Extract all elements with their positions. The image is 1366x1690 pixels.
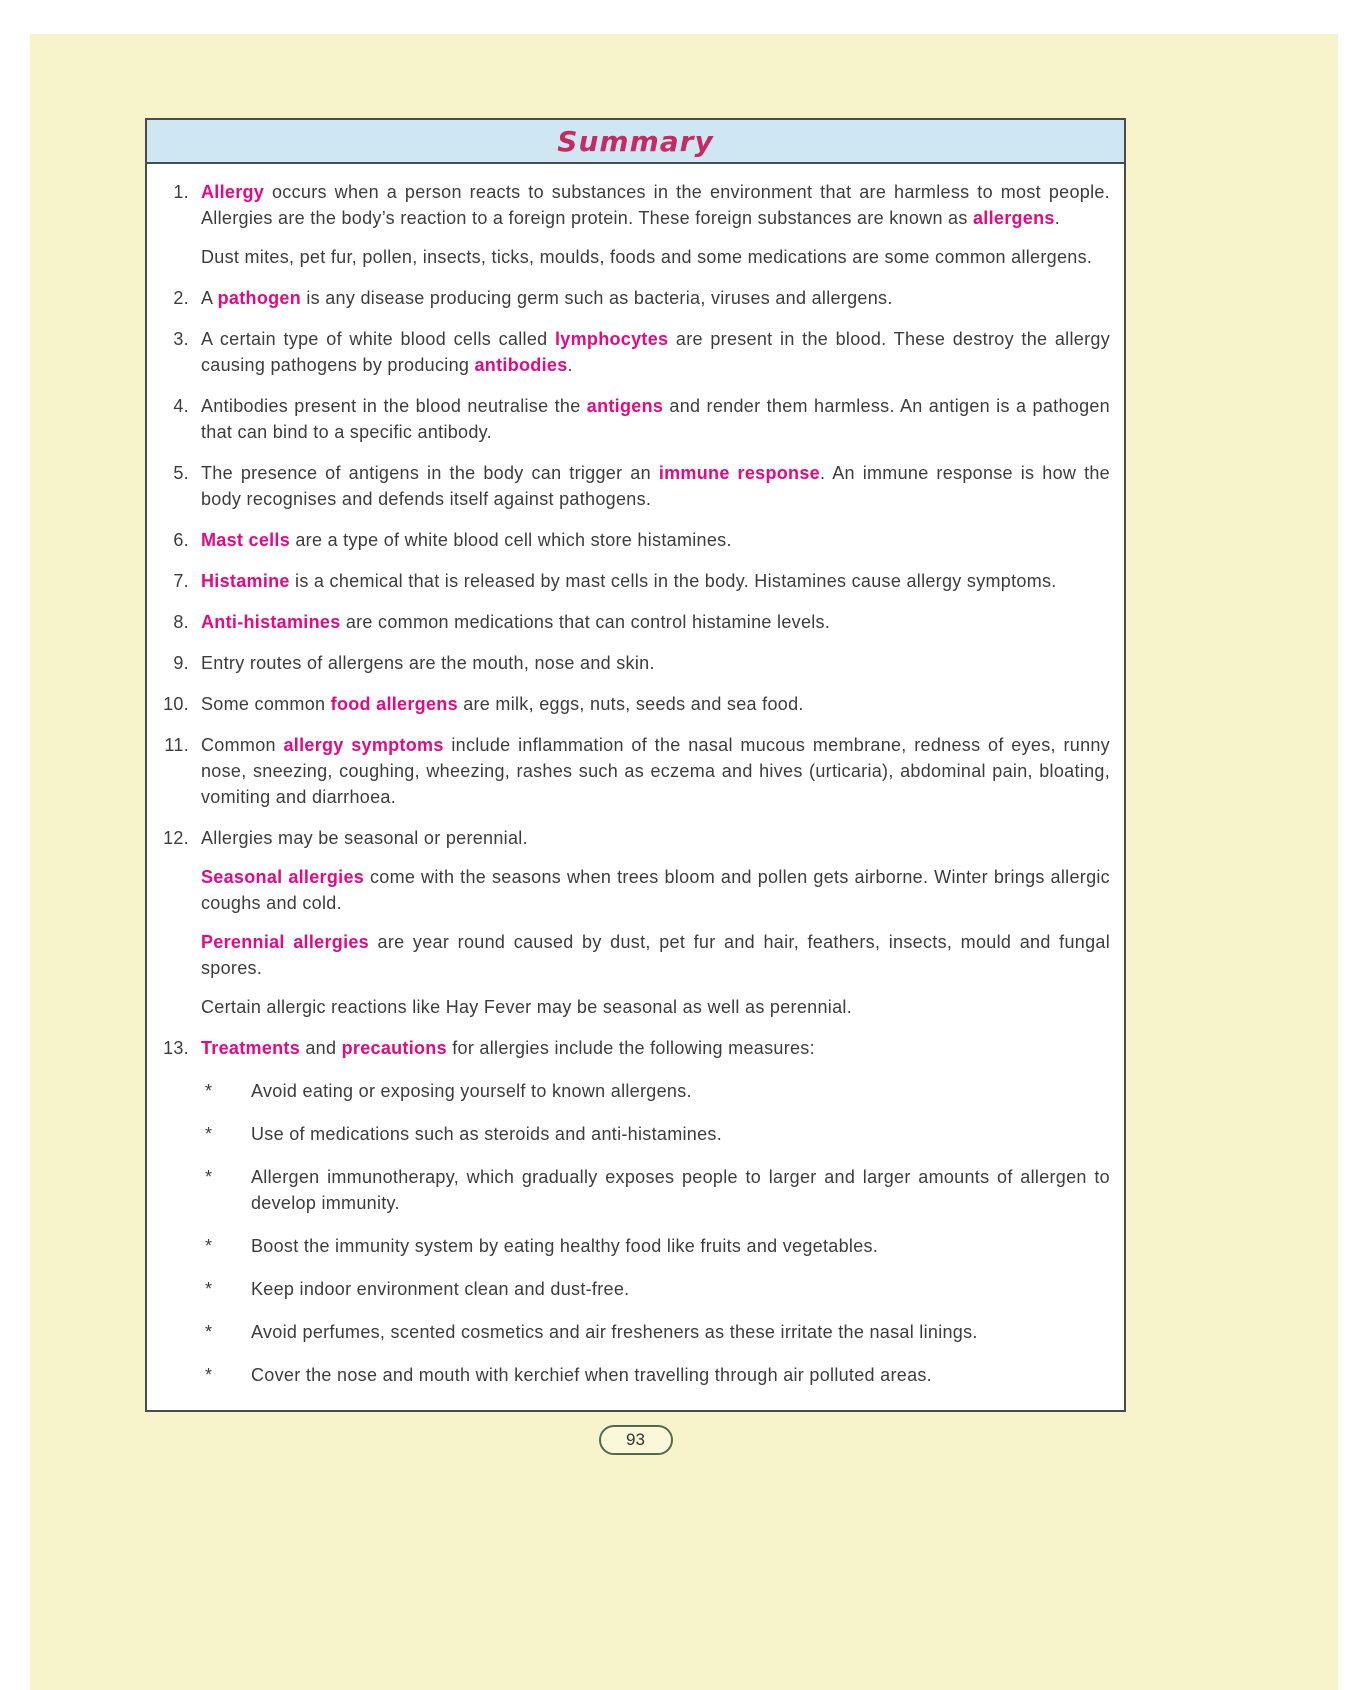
item-paragraph xyxy=(201,691,1110,717)
bullet-item xyxy=(201,1164,1110,1216)
body-text: Certain allergic reactions like Hay Fever may be seasonal as well as perennial. xyxy=(201,997,852,1017)
item-paragraph xyxy=(201,732,1110,810)
body-text: are present in the blood. These destroy the allergy causing pathogens by producing xyxy=(201,329,1110,375)
summary-item xyxy=(153,609,1110,635)
item-content xyxy=(201,326,1110,378)
item-content xyxy=(201,732,1110,810)
bullet-text: Use of medications such as steroids and anti-histamines. xyxy=(251,1124,723,1144)
bullet-text: Boost the immunity system by eating healthy food like fruits and vegetables. xyxy=(251,1236,879,1256)
summary-item xyxy=(153,732,1110,810)
highlighted-term: lymphocytes xyxy=(555,329,669,349)
item-paragraph xyxy=(201,1035,1110,1061)
summary-item xyxy=(153,393,1110,445)
summary-item xyxy=(153,527,1110,553)
item-paragraph xyxy=(201,244,1110,270)
item-paragraph xyxy=(201,864,1110,916)
body-text: Some common xyxy=(201,694,331,714)
item-paragraph xyxy=(201,393,1110,445)
content-wrapper xyxy=(145,118,1126,1455)
body-text: Entry routes of allergens are the mouth, nose and skin. xyxy=(201,653,655,673)
body-text: include inflammation of the nasal mucous membrane, redness of eyes, runny nose, sneezing, coughing, wheezing, rashes such as eczema and hives (urticaria), abdominal pain, bloating, vomiting and diarrhoea. xyxy=(201,735,1110,807)
page-background xyxy=(30,34,1338,1690)
summary-item xyxy=(153,691,1110,717)
body-text: and render them harmless. An antigen is a pathogen that can bind to a specific antibody. xyxy=(201,396,1110,442)
bullet-text: Allergen immunotherapy, which gradually exposes people to larger and larger amounts of allergen to develop immunity. xyxy=(251,1167,1110,1213)
item-content xyxy=(201,460,1110,512)
body-text: is any disease producing germ such as bacteria, viruses and allergens. xyxy=(301,288,893,308)
item-paragraph xyxy=(201,609,1110,635)
item-content xyxy=(201,527,1110,553)
item-paragraph xyxy=(201,568,1110,594)
summary-item xyxy=(153,1035,1110,1388)
item-number: 10. xyxy=(163,694,189,714)
summary-item xyxy=(153,285,1110,311)
body-text: are common medications that can control histamine levels. xyxy=(340,612,831,632)
bullet-text: Avoid perfumes, scented cosmetics and air fresheners as these irritate the nasal linings. xyxy=(251,1322,978,1342)
body-text: Dust mites, pet fur, pollen, insects, ticks, moulds, foods and some medications are some common allergens. xyxy=(201,247,1093,267)
body-text: are a type of white blood cell which store histamines. xyxy=(290,530,732,550)
page-number: 93 xyxy=(626,1430,645,1449)
bullet-marker: * xyxy=(205,1236,213,1256)
highlighted-term: antibodies xyxy=(474,355,568,375)
bullet-item xyxy=(201,1233,1110,1259)
item-content xyxy=(201,1035,1110,1388)
body-text: and xyxy=(300,1038,342,1058)
summary-item xyxy=(153,179,1110,270)
summary-title: Summary xyxy=(557,124,714,158)
body-text: . An immune response is how the body recognises and defends itself against pathogens. xyxy=(201,463,1110,509)
item-paragraph xyxy=(201,825,1110,851)
highlighted-term: Mast cells xyxy=(201,530,291,550)
body-text: Allergies may be seasonal or perennial. xyxy=(201,828,528,848)
item-number: 13. xyxy=(163,1038,189,1058)
body-text: . xyxy=(1054,208,1061,228)
item-number: 11. xyxy=(164,735,189,755)
body-text: The presence of antigens in the body can trigger an xyxy=(201,463,659,483)
item-number: 8. xyxy=(173,612,189,632)
bullet-text: Cover the nose and mouth with kerchief when travelling through air polluted areas. xyxy=(251,1365,932,1385)
bullet-item xyxy=(201,1276,1110,1302)
summary-item xyxy=(153,825,1110,1020)
body-text: come with the seasons when trees bloom and pollen gets airborne. Winter brings allergic coughs and cold. xyxy=(201,867,1110,913)
highlighted-term: allergens xyxy=(972,208,1055,228)
item-number: 4. xyxy=(173,396,189,416)
highlighted-term: Treatments xyxy=(201,1038,301,1058)
highlighted-term: precautions xyxy=(341,1038,447,1058)
item-paragraph xyxy=(201,285,1110,311)
highlighted-term: immune response xyxy=(658,463,820,483)
item-content xyxy=(201,609,1110,635)
bullet-marker: * xyxy=(205,1081,213,1101)
bullet-marker: * xyxy=(205,1167,213,1187)
item-paragraph xyxy=(201,527,1110,553)
summary-item xyxy=(153,650,1110,676)
highlighted-term: food allergens xyxy=(330,694,458,714)
summary-body xyxy=(147,164,1124,1410)
body-text: occurs when a person reacts to substances in the environment that are harmless to most people. Allergies are the body’s reaction to a foreign protein. These foreign substances are known as xyxy=(201,182,1110,228)
body-text: Antibodies present in the blood neutralise the xyxy=(201,396,587,416)
item-number: 9. xyxy=(173,653,189,673)
body-text: . xyxy=(567,355,573,375)
highlighted-term: Perennial allergies xyxy=(201,932,369,952)
highlighted-term: allergy symptoms xyxy=(283,735,444,755)
bullet-marker: * xyxy=(205,1365,213,1385)
item-content xyxy=(201,285,1110,311)
page-number-badge xyxy=(599,1425,673,1455)
item-paragraph xyxy=(201,994,1110,1020)
bullet-marker: * xyxy=(205,1124,213,1144)
item-content xyxy=(201,650,1110,676)
body-text: Common xyxy=(201,735,284,755)
body-text: are year round caused by dust, pet fur and hair, feathers, insects, mould and fungal spores. xyxy=(201,932,1110,978)
item-number: 5. xyxy=(173,463,189,483)
summary-item xyxy=(153,460,1110,512)
bullet-text: Avoid eating or exposing yourself to known allergens. xyxy=(251,1081,692,1101)
item-paragraph xyxy=(201,326,1110,378)
item-content xyxy=(201,179,1110,270)
highlighted-term: Seasonal allergies xyxy=(201,867,365,887)
item-content xyxy=(201,568,1110,594)
item-number: 1. xyxy=(173,182,189,202)
bullet-item xyxy=(201,1078,1110,1104)
item-number: 3. xyxy=(173,329,189,349)
highlighted-term: Allergy xyxy=(201,182,265,202)
highlighted-term: pathogen xyxy=(217,288,302,308)
item-paragraph xyxy=(201,179,1110,231)
item-number: 6. xyxy=(173,530,189,550)
body-text: are milk, eggs, nuts, seeds and sea food. xyxy=(457,694,804,714)
bullet-item xyxy=(201,1362,1110,1388)
bullet-marker: * xyxy=(205,1322,213,1342)
highlighted-term: Anti-histamines xyxy=(201,612,341,632)
bullet-text: Keep indoor environment clean and dust-free. xyxy=(251,1279,630,1299)
summary-item xyxy=(153,326,1110,378)
item-number: 12. xyxy=(163,828,189,848)
item-content xyxy=(201,691,1110,717)
item-number: 2. xyxy=(173,288,189,308)
summary-header xyxy=(147,120,1124,164)
summary-item xyxy=(153,568,1110,594)
item-paragraph xyxy=(201,929,1110,981)
bullet-item xyxy=(201,1121,1110,1147)
item-number: 7. xyxy=(173,571,189,591)
body-text: A certain type of white blood cells called xyxy=(201,329,555,349)
body-text: is a chemical that is released by mast cells in the body. Histamines cause allergy symptoms. xyxy=(289,571,1057,591)
highlighted-term: Histamine xyxy=(201,571,290,591)
body-text: for allergies include the following measures: xyxy=(446,1038,815,1058)
item-content xyxy=(201,825,1110,1020)
item-paragraph xyxy=(201,650,1110,676)
body-text: A xyxy=(201,288,218,308)
bullet-item xyxy=(201,1319,1110,1345)
highlighted-term: antigens xyxy=(586,396,664,416)
bullet-marker: * xyxy=(205,1279,213,1299)
summary-box xyxy=(145,118,1126,1412)
item-content xyxy=(201,393,1110,445)
item-paragraph xyxy=(201,460,1110,512)
